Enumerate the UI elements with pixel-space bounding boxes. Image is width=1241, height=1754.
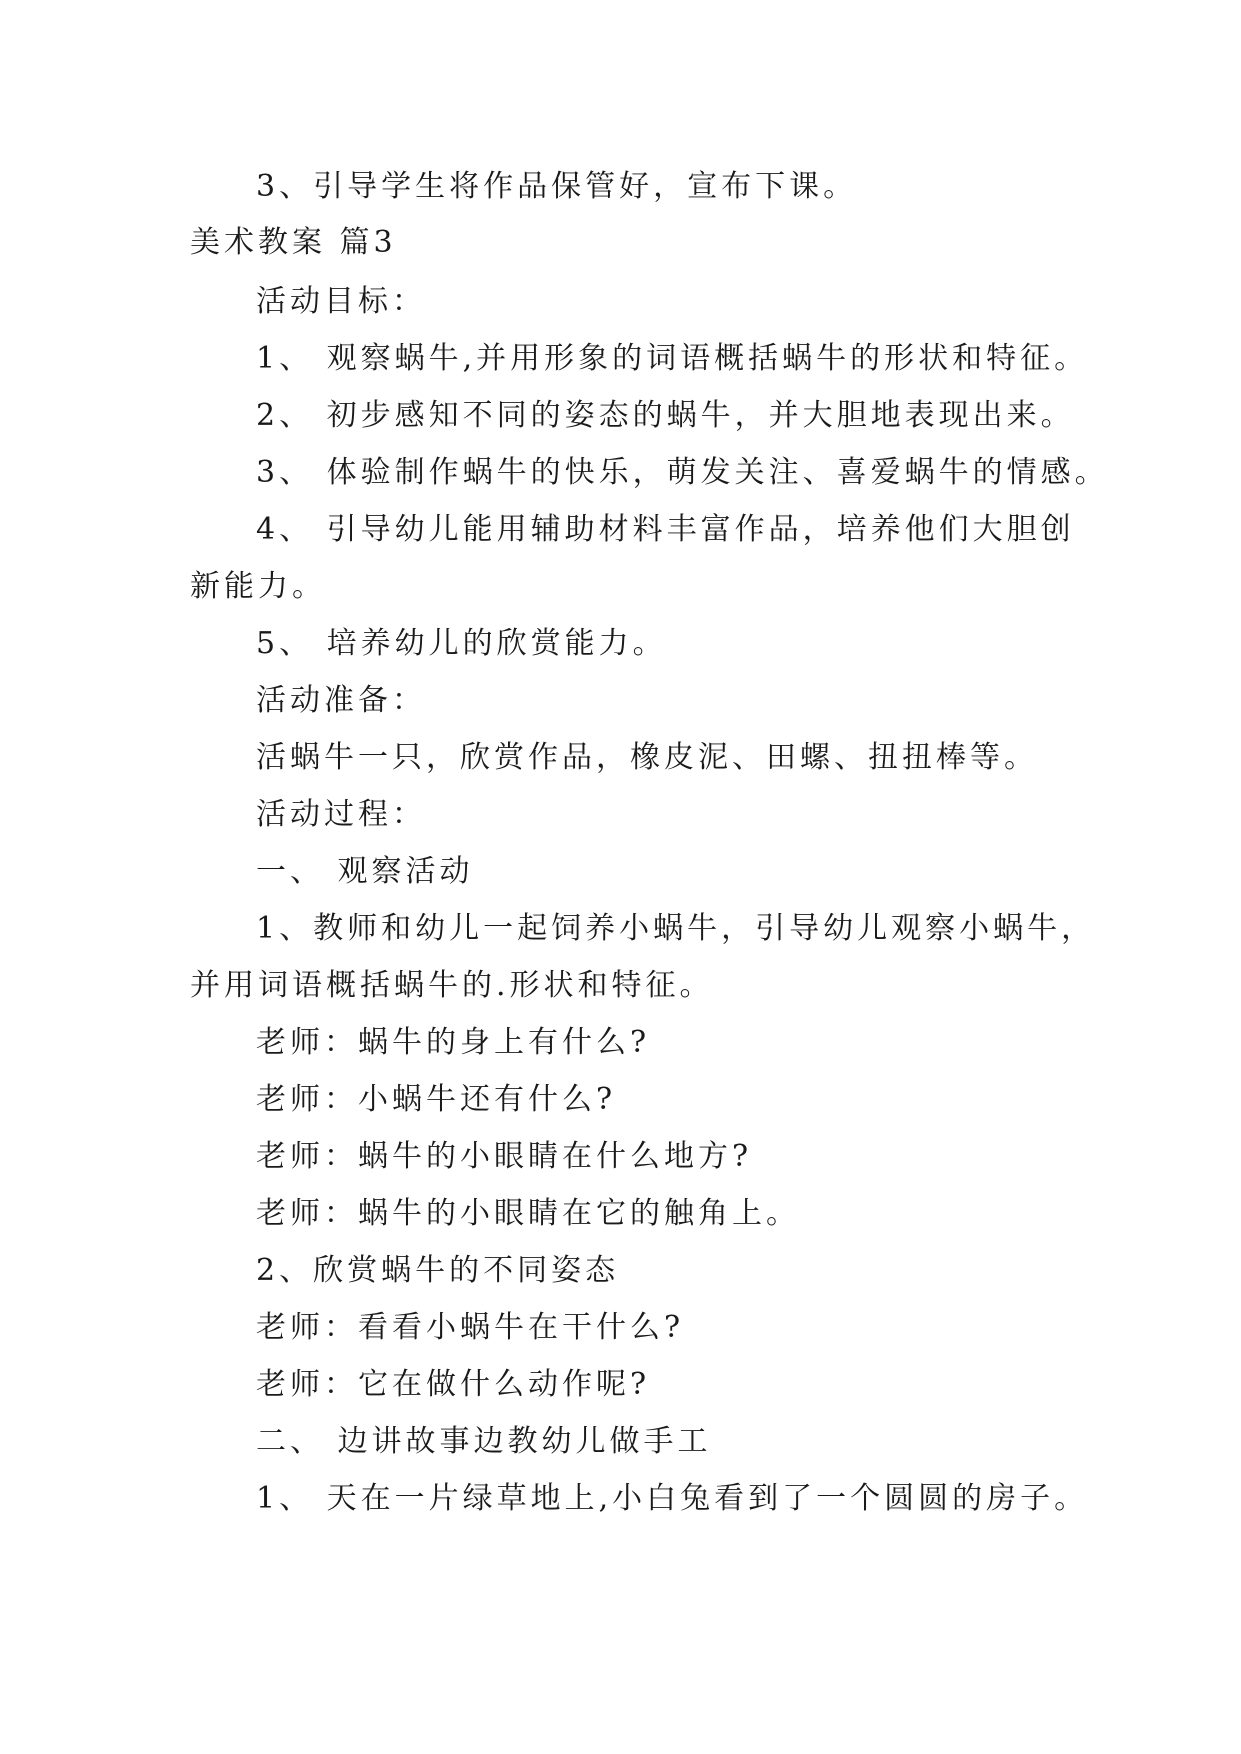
paragraph-line: 1、教师和幼儿一起饲养小蜗牛，引导幼儿观察小蜗牛， (256, 911, 1096, 946)
section-heading: 美术教案 篇3 (190, 225, 397, 260)
paragraph-line: 1、 天在一片绿草地上,小白兔看到了一个圆圆的房子。 (256, 1481, 1089, 1516)
dialogue-line: 老师：蜗牛的小眼睛在它的触角上。 (256, 1196, 800, 1231)
list-item: 5、 培养幼儿的欣赏能力。 (256, 626, 667, 661)
paragraph-continuation: 并用词语概括蜗牛的.形状和特征。 (190, 968, 714, 1003)
dialogue-line: 老师：看看小蜗牛在干什么? (256, 1310, 685, 1345)
paragraph-line: 2、欣赏蜗牛的不同姿态 (256, 1253, 620, 1288)
list-item: 3、 体验制作蜗牛的快乐，萌发关注、喜爱蜗牛的情感。 (256, 455, 1109, 490)
step-heading: 一、 观察活动 (256, 854, 474, 889)
subheading-activity-process: 活动过程： (256, 797, 426, 832)
list-item-continuation: 新能力。 (190, 569, 326, 604)
step-heading: 二、 边讲故事边教幼儿做手工 (256, 1424, 712, 1459)
dialogue-line: 老师：小蜗牛还有什么? (256, 1082, 617, 1117)
list-item: 4、 引导幼儿能用辅助材料丰富作品，培养他们大胆创 (256, 512, 1075, 547)
subheading-activity-prep: 活动准备： (256, 683, 426, 718)
list-item: 1、 观察蜗牛,并用形象的词语概括蜗牛的形状和特征。 (256, 341, 1089, 376)
list-item: 2、 初步感知不同的姿态的蜗牛，并大胆地表现出来。 (256, 398, 1075, 433)
dialogue-line: 老师：蜗牛的身上有什么? (256, 1025, 651, 1060)
paragraph-line: 活蜗牛一只，欣赏作品，橡皮泥、田螺、扭扭棒等。 (256, 740, 1038, 775)
paragraph-line: 3、引导学生将作品保管好，宣布下课。 (256, 169, 858, 204)
dialogue-line: 老师：它在做什么动作呢? (256, 1367, 651, 1402)
subheading-activity-goals: 活动目标： (256, 284, 426, 319)
dialogue-line: 老师：蜗牛的小眼睛在什么地方? (256, 1139, 753, 1174)
